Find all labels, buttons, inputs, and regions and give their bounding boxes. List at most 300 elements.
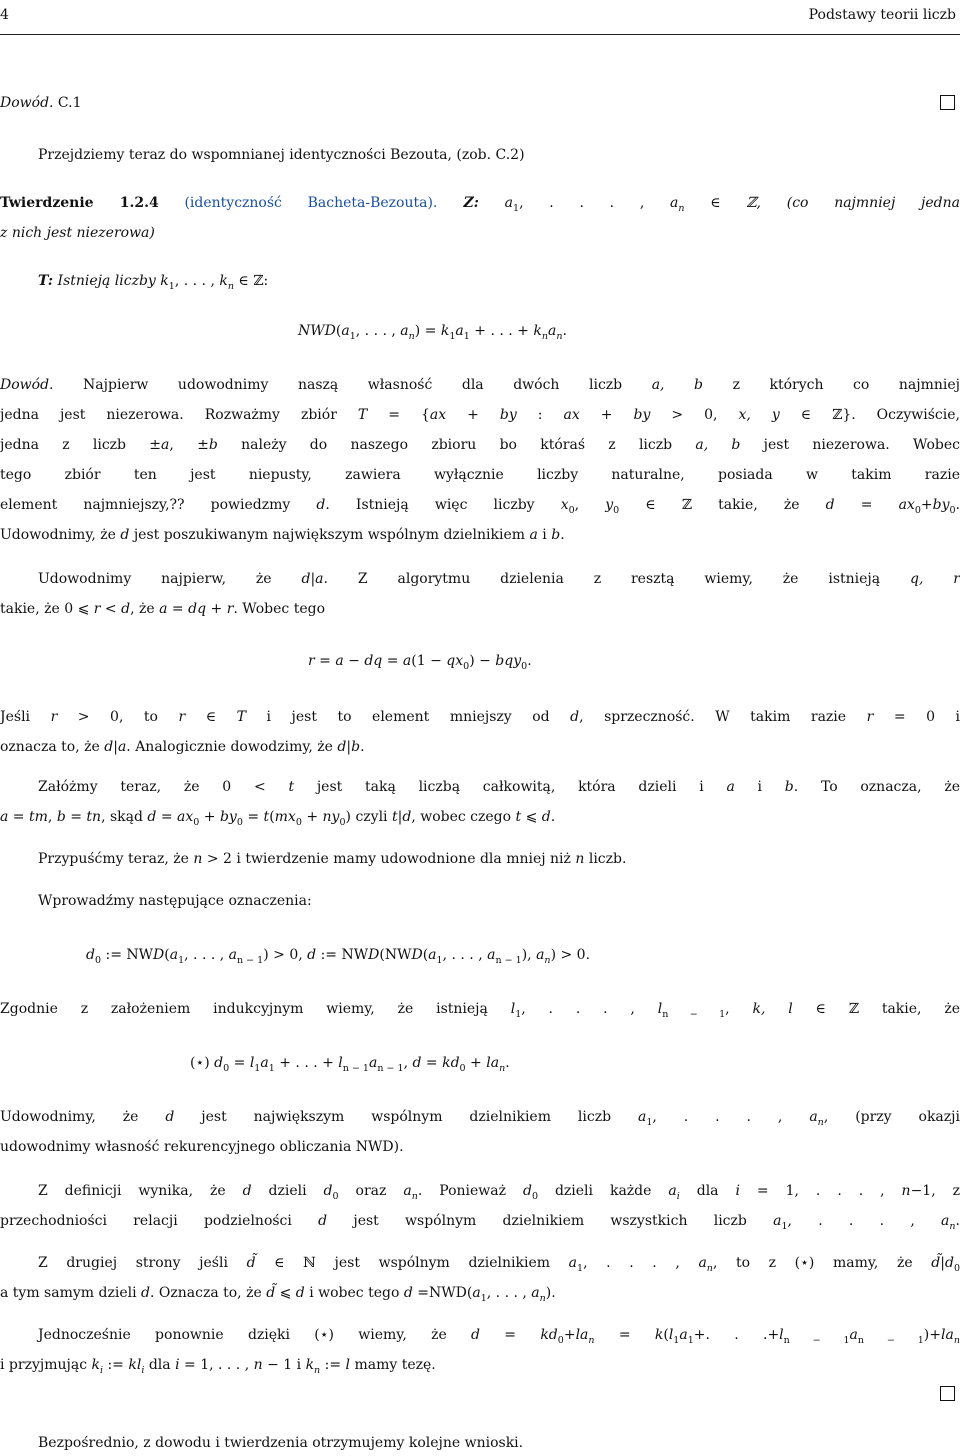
text-run: a [341,323,350,339]
text-run: = [242,809,264,825]
text-run: r [178,709,186,725]
text-run: . Z algorytmu dzielenia z resztą wiemy, że istnieją [323,571,910,587]
text-run: := [320,1357,346,1373]
text-run: =NWD( [412,1285,473,1301]
text-run: +. . .+ [693,1327,780,1343]
text-run: a, b [651,377,704,393]
text-run: k [440,323,450,339]
text-run: a [849,1327,858,1343]
text-run: d [318,1213,328,1229]
text-run: i jest to element mniejszy od [245,709,571,725]
text-run: := NW [316,947,369,963]
text-run: , . . . , [583,1255,699,1271]
text-run: y [605,497,614,513]
text-run: T: [38,273,54,289]
text-run: + . . . + [469,323,534,339]
text-run: = [480,1327,541,1343]
subscript: n − 1 [783,1334,850,1346]
text-run: D [368,947,380,963]
text-run: ax [898,497,915,513]
subscript: 1 [577,1262,584,1274]
text-line-p3-l1 [0,704,960,730]
text-line-p1-l2 [0,402,960,428]
subscript: 0 [949,504,956,516]
text-run: bqy [495,653,522,669]
subscript: n [544,954,551,966]
text-line-thm-line1 [0,190,960,216]
text-run: , sprzeczność. W takim razie [579,709,867,725]
subscript: 0 [332,1190,339,1202]
text-run: b [56,809,66,825]
text-run: i [537,527,552,543]
text-line-eq-r [308,648,960,674]
subscript: n [314,1364,321,1376]
text-run: b [351,739,361,755]
text-run: k [219,273,228,289]
text-run: oraz [338,1183,404,1199]
text-run: d [403,1285,413,1301]
subscript: n [678,202,685,214]
text-run: oznacza to, że [0,739,105,755]
subscript: 1 [268,1062,275,1074]
text-run: d [412,1055,422,1071]
text-run: Najpierw udowodnimy naszą własność dla dwóch liczb [53,377,652,393]
subscript: 1 [168,280,175,292]
text-run: l [338,1055,343,1071]
text-run: , to z (⋆) mamy, że [712,1255,932,1271]
text-run: . [360,739,365,755]
text-run: a [428,947,437,963]
text-run: . Oznacza to, że [149,1285,267,1301]
subscript: 0 [557,1334,564,1346]
text-run: . [562,323,567,339]
text-run: + [563,1327,576,1343]
text-run: T [236,709,246,725]
text-run: n [253,1357,263,1373]
text-run: ) > 0, [263,947,308,963]
text-run: , . . . , [355,323,401,339]
text-run: d [301,571,311,587]
subscript: n [541,330,548,342]
text-line-p1-l3 [0,432,960,458]
page-number: 4 [0,7,9,23]
text-run: a [472,1285,481,1301]
text-run: ( [335,323,342,339]
text-run: ⩽ [275,1285,296,1301]
subscript: 0 [339,816,346,828]
text-run: l [510,1001,516,1017]
text-line-p6 [38,888,960,914]
text-run: = { [367,407,430,423]
text-run: i [734,779,785,795]
text-run: a [260,1055,269,1071]
text-run: i [735,1183,740,1199]
subscript: n [706,1262,713,1274]
text-run: = [834,497,899,513]
text-run: by [633,407,651,423]
text-run: a [478,195,514,211]
text-run: kl [128,1357,142,1373]
text-run: l [345,1357,351,1373]
text-run: , . . . , [519,195,670,211]
text-run: , ± [169,437,209,453]
text-run: + [301,809,323,825]
text-run: a [568,1255,578,1271]
text-run: a [487,947,496,963]
text-run: t [288,779,295,795]
text-run: k, l [752,1001,793,1017]
text-run: = 1, . . . , [179,1357,254,1373]
text-run: . To oznacza, że [793,779,960,795]
text-run: ( [164,947,170,963]
subscript: 0 [521,660,528,672]
subscript: 0 [193,816,200,828]
text-line-p5 [38,846,960,872]
subscript: 1 [673,1334,680,1346]
text-line-p3-l2 [0,734,960,760]
text-run: d [541,809,551,825]
text-run: la [486,1055,500,1071]
text-run: d [570,709,580,725]
text-run: n [575,851,585,867]
subscript: 1 [463,330,470,342]
text-run: dzieli [251,1183,324,1199]
text-run: Jednocześnie ponownie dzięki (⋆) wiemy, że [38,1327,472,1343]
text-run: . [550,809,556,825]
text-line-p1-l1 [0,372,960,398]
text-run: ny [322,809,340,825]
text-run: t [263,809,270,825]
text-line-p7 [0,996,960,1022]
text-run: d [121,601,131,617]
text-run: Dowód. [0,95,54,111]
text-line-p8-l1 [0,1104,960,1130]
text-run: d [337,739,347,755]
text-line-proof-c1 [0,90,960,116]
text-run: , . . . , [521,1001,658,1017]
text-run: Przejdziemy teraz do wspomnianej identyczności Bezouta, (zob. C.2) [38,147,525,163]
text-run: d [307,947,317,963]
text-run: , [574,497,606,513]
text-run: k [160,273,169,289]
text-run: a [335,653,344,669]
text-run: tn [86,809,102,825]
text-run: k [91,1357,100,1373]
text-run: kd [540,1327,558,1343]
text-line-p2-l1 [38,566,960,592]
text-run: dq [188,601,207,617]
text-run: T [357,407,368,423]
text-run: a [161,437,170,453]
text-run: x [560,497,569,513]
text-run: d [295,1285,305,1301]
subscript: 1 [515,1008,522,1020]
text-line-p2-l2 [0,596,960,622]
text-run: ∈ ℕ jest wspólnym dzielnikiem [255,1255,569,1271]
text-run: = [314,653,336,669]
text-line-p1-l4 [0,462,960,488]
text-run: i wobec tego [304,1285,404,1301]
text-run: , że [130,601,160,617]
text-run: . [955,1213,960,1229]
text-line-p4-l2 [0,804,960,830]
text-run: ), [521,947,537,963]
text-run: a [455,323,464,339]
text-run: := NW [101,947,154,963]
text-run: Udowodnimy najpierw, że [38,571,302,587]
text-run: Udowodnimy, że [0,527,121,543]
text-run: mamy tezę. [350,1357,436,1373]
text-run: jest poszukiwanym największym wspólnym dzielnikiem [129,527,530,543]
text-run: , . . . , [486,1285,532,1301]
text-run: a [809,1109,818,1125]
text-run: a [402,653,412,669]
text-run: r [93,601,101,617]
text-run: a [529,527,538,543]
text-run: d [104,739,114,755]
text-run: l [249,1055,255,1071]
text-run: | [113,739,118,755]
text-line-p8-l2 [0,1134,960,1160]
subscript: 1 [513,202,520,214]
text-run: ) − [469,653,496,669]
text-run: := [103,1357,129,1373]
text-run: jest taką liczbą całkowitą, która dzieli i [294,779,727,795]
text-run: d [402,809,412,825]
text-run: a [547,323,557,339]
subscript: 0 [236,816,243,828]
text-run: a [773,1213,782,1229]
text-run: ax [429,407,447,423]
text-run: a [726,779,735,795]
subscript: 1 [449,330,456,342]
text-run: qx [446,653,464,669]
text-run: z których co najmniej [703,377,960,393]
text-run: t [391,809,398,825]
text-run: , [47,809,57,825]
subscript: 0 [531,1190,538,1202]
text-run: k [533,323,542,339]
text-run: . Ponieważ [417,1183,523,1199]
subscript: 1 [687,1334,694,1346]
text-run: ) > 0. [550,947,591,963]
text-run: k [305,1357,315,1373]
text-run: a [698,1255,707,1271]
text-run: b [784,779,794,795]
text-run: d [471,1327,481,1343]
text-run: + . . . + [274,1055,339,1071]
text-run: NWD [298,323,336,339]
text-run: ∈ ℤ, (co najmniej jedna [684,195,960,211]
text-line-p11-l2 [0,1352,960,1378]
text-run: + [206,601,227,617]
text-run: . [560,527,565,543]
text-run: d [825,497,835,513]
text-run: ) czyli [345,809,392,825]
text-run: d [522,1183,532,1199]
text-run: = 0 i [873,709,960,725]
subscript: 1 [178,954,185,966]
text-run: a [117,739,127,755]
text-run: d [214,1055,224,1071]
text-run: a [228,947,238,963]
subscript: 0 [94,954,102,966]
text-run: d [141,1285,150,1301]
subscript: 1 [349,330,356,342]
text-run: , wobec czego [411,809,516,825]
subscript: 1 [480,1292,487,1304]
text-run: Z definicji wynika, że [38,1183,243,1199]
text-run: jest największym wspólnym dzielnikiem liczb [174,1109,638,1125]
text-run: ∈ ℤ takie, że [619,497,826,513]
text-run: ⩽ [521,809,542,825]
subscript: n − 1 [495,954,522,966]
text-run: d [944,1255,954,1271]
subscript: n [539,1292,546,1304]
subscript: 1 [781,1220,788,1232]
text-run: a [637,1109,647,1125]
subscript: n − 1 [342,1062,369,1074]
text-run: ( [663,1327,669,1343]
text-run: dq [364,653,383,669]
text-run: dla [679,1183,736,1199]
text-run: (NW [379,947,412,963]
text-run: , [725,1001,753,1017]
text-line-p9-l1 [38,1178,960,1204]
subscript: 1 [254,1062,261,1074]
text-line-eq-d0 [86,942,960,968]
text-run: Z: [437,195,479,211]
text-run: | [940,1255,945,1271]
text-run: a [668,1183,677,1199]
text-run: − [343,653,365,669]
subscript: n [556,330,563,342]
text-run: przechodniości relacji podzielności [0,1213,319,1229]
subscript: n − 1 [237,954,264,966]
text-run: ∈ ℤ takie, że [792,1001,960,1017]
text-run: d̃ [266,1285,276,1301]
subscript: n [408,330,415,342]
text-run: (identyczność Bacheta-Bezouta). [158,195,438,211]
text-run: > 2 i twierdzenie mamy udowodnione dla mniej niż [202,851,576,867]
text-run: > 0, [650,407,739,423]
text-run: r [866,709,874,725]
text-run: , (przy okazji [823,1109,960,1125]
text-run: + [199,809,220,825]
text-run: d [147,809,157,825]
text-run: mx [274,809,296,825]
subscript: 1 [646,1116,653,1128]
text-line-p1-l6 [0,522,960,548]
subscript: 0 [223,1062,230,1074]
text-run: . [527,653,532,669]
text-line-thm-line2 [0,220,960,246]
text-run: ∈ ℤ: [233,273,269,289]
text-run: Udowodnimy, że [0,1109,166,1125]
text-run: )+ [923,1327,941,1343]
text-line-intro-bezout [38,142,960,168]
subscript: 0 [914,504,921,516]
subscript: i [99,1364,104,1376]
text-run: + [446,407,500,423]
text-run: , . . . , [184,947,229,963]
subscript: n [949,1220,956,1232]
text-run: by [499,407,517,423]
text-run: + [465,1055,487,1071]
qed-symbol [940,95,955,110]
subscript: i [676,1190,680,1202]
subscript: 0 [295,816,302,828]
text-run: | [310,571,316,587]
text-run: d [323,1183,333,1199]
text-run: jedna jest niezerowa. Rozważmy zbiór [0,407,358,423]
text-run: l [668,1327,674,1343]
text-run: | [397,809,403,825]
text-run: by [932,497,950,513]
text-run: a tym samym dzieli [0,1285,142,1301]
subscript: 0 [568,504,575,516]
text-run: udowodnimy własność rekurencyjnego obliczania NWD). [0,1139,404,1155]
text-run: b [208,437,218,453]
text-run: D [411,947,423,963]
text-run: = 1, . . . , [739,1183,902,1199]
subscript: 0 [463,660,470,672]
text-run: ( [422,947,429,963]
text-line-eq-nwd [298,318,960,344]
text-run: (1 − [411,653,447,669]
text-run: : [516,407,564,423]
subscript: n [588,1334,595,1346]
text-run: należy do naszego zbioru bo któraś z liczb [217,437,696,453]
text-run: tm [29,809,48,825]
text-run: jest niezerowa. Wobec [740,437,960,453]
text-line-p1-l5 [0,492,960,518]
text-run: , . . . , [174,273,220,289]
subscript: 1 [436,954,443,966]
text-run: a [369,1055,378,1071]
text-run: a [315,571,324,587]
text-run: + [920,497,933,513]
text-run: . [505,1055,510,1071]
text-run: ∈ [185,709,237,725]
text-run: = [167,601,189,617]
text-run: , skąd [101,809,148,825]
text-run: , . . . , [442,947,488,963]
text-run: . [955,497,960,513]
text-run: > 0, to [57,709,179,725]
text-run: . Istnieją więc liczby [325,497,561,513]
text-run: , . . . , [652,1109,810,1125]
text-run: D [153,947,165,963]
text-run: a [941,1213,950,1229]
text-run: d [242,1183,252,1199]
subscript: n [499,1062,506,1074]
text-run: Z drugiej strony jeśli [38,1255,247,1271]
text-run: r [50,709,58,725]
text-line-closing [38,1430,960,1456]
text-run: a, b [695,437,741,453]
qed-symbol [940,1386,955,1401]
text-run: jest wspólnym dzielnikiem wszystkich liczb [327,1213,774,1229]
text-run: l [657,1001,663,1017]
subscript: n [817,1116,824,1128]
running-title: Podstawy teorii liczb [808,7,956,23]
subscript: 0 [459,1062,466,1074]
text-run: C.1 [53,95,82,111]
text-run: t [515,809,522,825]
text-run: la [941,1327,954,1343]
text-run: takie, że 0 ⩽ [0,601,94,617]
